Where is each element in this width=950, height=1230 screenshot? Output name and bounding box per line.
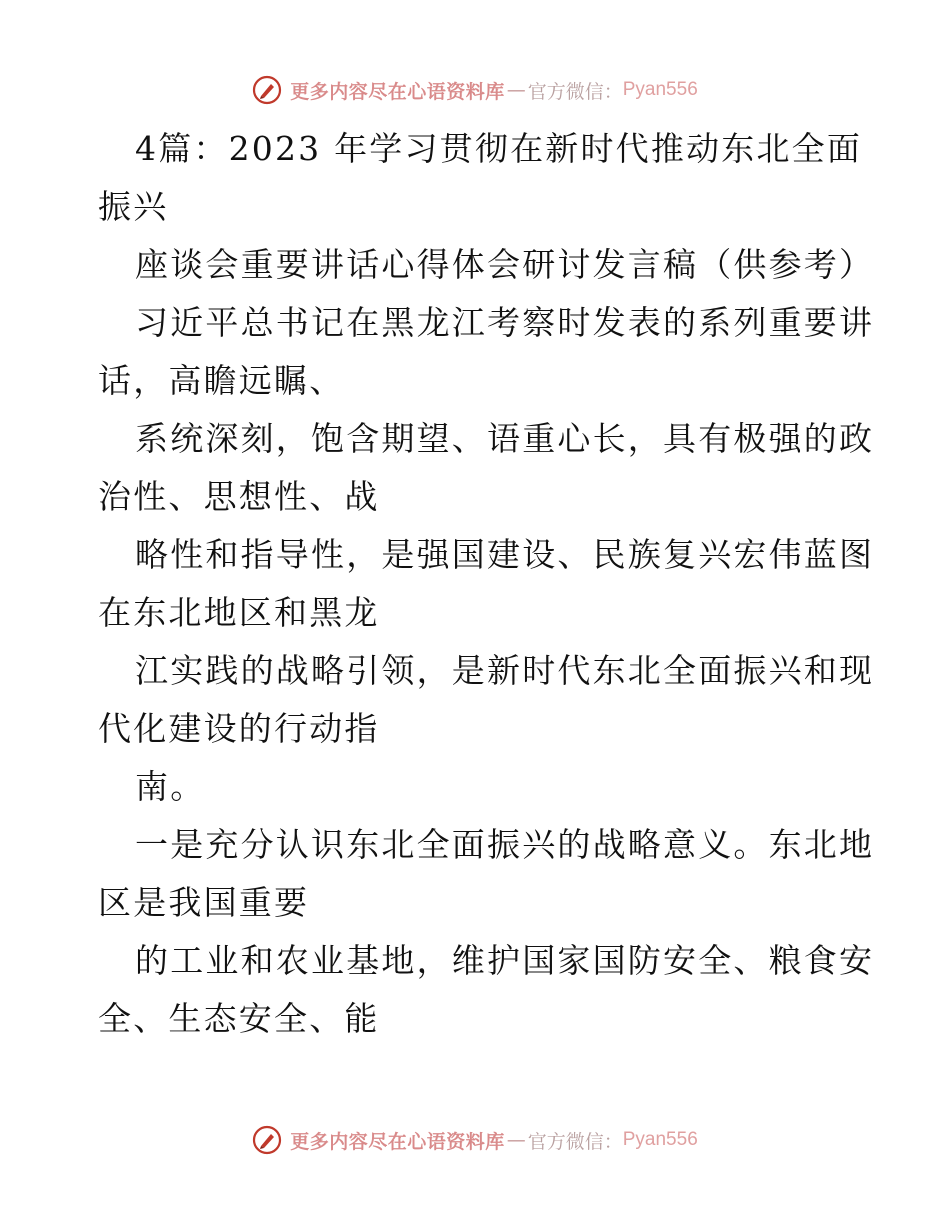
text-line: 在东北地区和黑龙: [98, 593, 380, 632]
text-line: 系统深刻，饱含期望、语重心长，具有极强的政: [135, 419, 875, 458]
header-watermark-banner: [0, 70, 950, 110]
pen-logo-icon: [252, 1125, 282, 1155]
text-line: 代化建设的行动指: [98, 709, 380, 748]
footer-wechat-id: Pyan556: [622, 1129, 698, 1150]
pen-logo-icon: [252, 75, 282, 105]
text-line: 4篇：2023 年学习贯彻在新时代推动东北全面: [135, 129, 863, 168]
text-line: 一是充分认识东北全面振兴的战略意义。东北地: [135, 825, 875, 864]
document-body: [98, 120, 875, 1048]
header-separator: —: [506, 79, 526, 101]
text-line: 江实践的战略引领，是新时代东北全面振兴和现: [135, 651, 875, 690]
footer-separator: —: [506, 1129, 526, 1151]
header-wechat-id: Pyan556: [622, 79, 698, 100]
text-line: 习近平总书记在黑龙江考察时发表的系列重要讲: [135, 303, 875, 342]
text-line: 略性和指导性，是强国建设、民族复兴宏伟蓝图: [135, 535, 875, 574]
text-line: 治性、思想性、战: [98, 477, 380, 516]
text-line: 振兴: [98, 187, 169, 226]
text-line: 话，高瞻远瞩、: [98, 361, 345, 400]
footer-watermark-banner: [0, 1120, 950, 1160]
header-watermark-text: 更多内容尽在心语资料库: [290, 80, 505, 103]
text-line: 全、生态安全、能: [98, 999, 380, 1038]
footer-watermark-text: 更多内容尽在心语资料库: [290, 1130, 505, 1153]
text-line: 的工业和农业基地，维护国家国防安全、粮食安: [135, 941, 875, 980]
text-line: 南。: [135, 767, 206, 806]
text-line: 座谈会重要讲话心得体会研讨发言稿（供参考）: [135, 245, 875, 284]
header-wechat-label: 官方微信：: [527, 80, 623, 103]
footer-wechat-label: 官方微信：: [527, 1130, 623, 1153]
text-line: 区是我国重要: [98, 883, 310, 922]
